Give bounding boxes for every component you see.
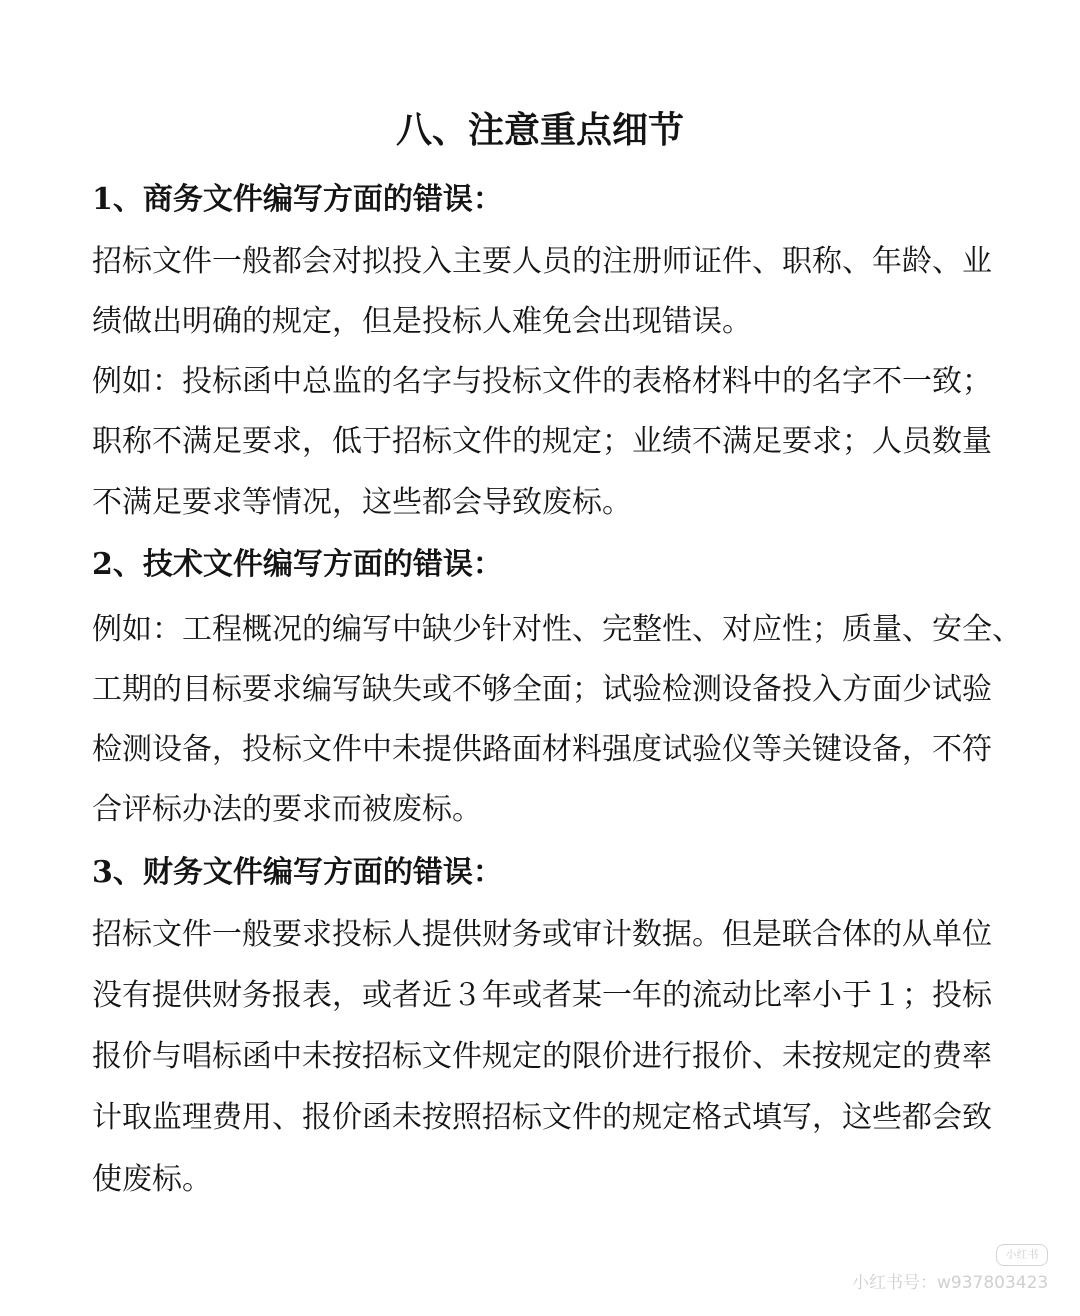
section-heading-financial: 3、财务文件编写方面的错误： <box>92 855 503 890</box>
body-line: 工期的目标要求编写缺失或不够全面；试验检测设备投入方面少试验 <box>92 672 992 707</box>
body-line: 报价与唱标函中未按招标文件规定的限价进行报价、未按规定的费率 <box>92 1039 992 1074</box>
watermark-logo-icon: 小红书 <box>996 1244 1048 1266</box>
body-line: 不满足要求等情况，这些都会导致废标。 <box>92 485 632 520</box>
watermark-id: 小红书号：w937803423 <box>852 1273 1049 1293</box>
body-line: 检测设备，投标文件中未提供路面材料强度试验仪等关键设备，不符 <box>92 732 992 767</box>
body-line: 招标文件一般要求投标人提供财务或审计数据。但是联合体的从单位 <box>92 917 992 952</box>
body-line: 计取监理费用、报价函未按照招标文件的规定格式填写，这些都会致 <box>92 1100 992 1135</box>
body-line: 使废标。 <box>92 1162 212 1197</box>
body-line: 招标文件一般都会对拟投入主要人员的注册师证件、职称、年龄、业 <box>92 244 992 279</box>
section-heading-technical: 2、技术文件编写方面的错误： <box>92 547 503 582</box>
body-line: 例如：投标函中总监的名字与投标文件的表格材料中的名字不一致； <box>92 364 992 399</box>
section-heading-business: 1、商务文件编写方面的错误： <box>92 182 503 217</box>
body-line: 绩做出明确的规定，但是投标人难免会出现错误。 <box>92 304 752 339</box>
page-title: 八、注意重点细节 <box>395 109 684 151</box>
body-line: 合评标办法的要求而被废标。 <box>92 792 482 827</box>
body-line: 没有提供财务报表，或者近３年或者某一年的流动比率小于１；投标 <box>92 978 992 1013</box>
body-line: 例如：工程概况的编写中缺少针对性、完整性、对应性；质量、安全、 <box>92 612 1022 647</box>
body-line: 职称不满足要求，低于招标文件的规定；业绩不满足要求；人员数量 <box>92 424 992 459</box>
